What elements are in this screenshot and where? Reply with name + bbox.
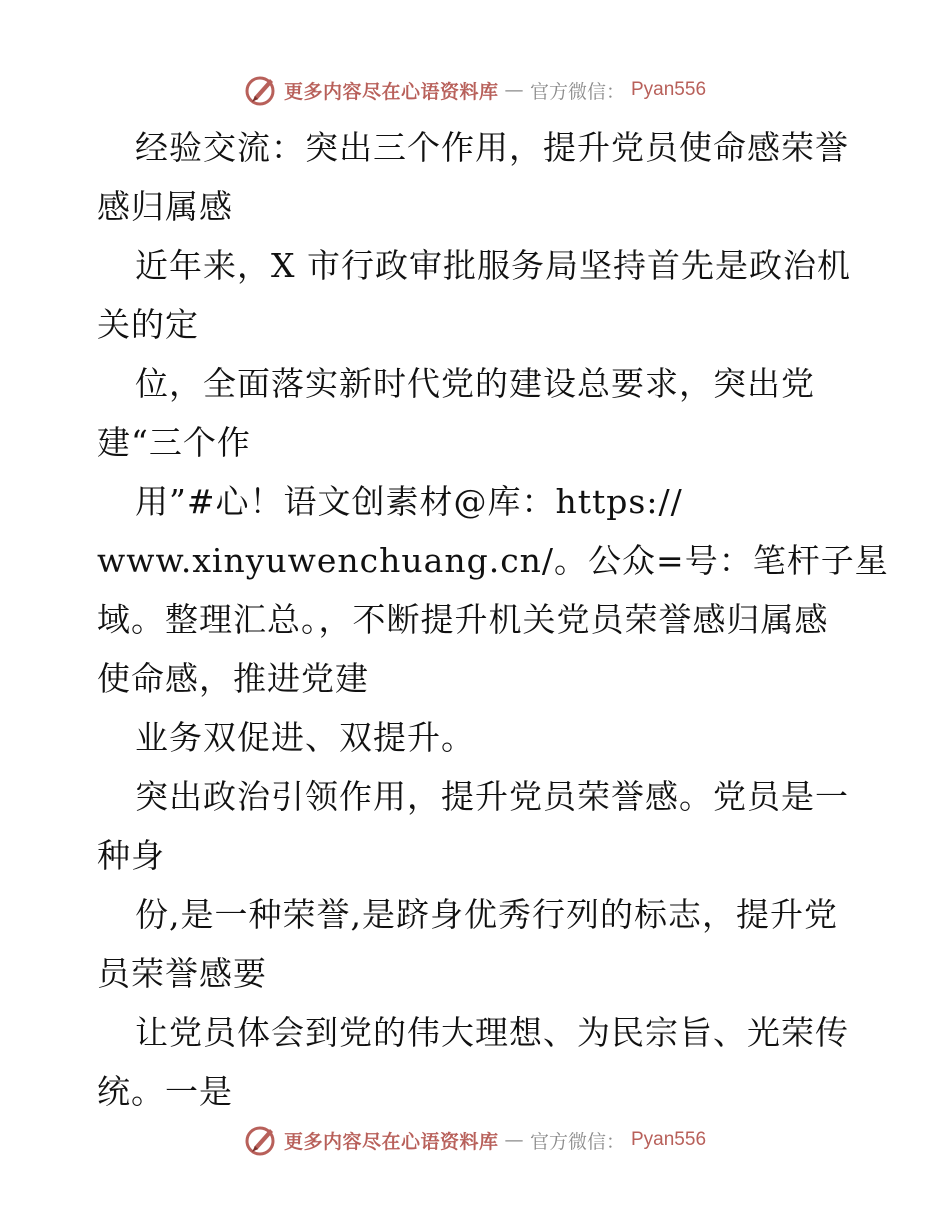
quill-pen-logo-icon — [244, 73, 278, 107]
text-line: 域。整理汇总。，不断提升机关党员荣誉感归属感 — [97, 600, 829, 639]
text-line: 位，全面落实新时代党的建设总要求，突出党 — [135, 364, 815, 403]
text-line: 近年来，X 市行政审批服务局坚持首先是政治机 — [135, 246, 851, 285]
header-watermark — [0, 70, 950, 110]
text-line: www.xinyuwenchuang.cn/。公众=号：笔杆子星 — [97, 541, 889, 580]
footer-watermark — [0, 1120, 950, 1160]
document-body — [97, 118, 889, 1121]
text-line: 用”#心！语文创素材@库：https:// — [135, 482, 683, 521]
text-line: 关的定 — [97, 305, 199, 344]
watermark-separator: — — [504, 1129, 524, 1151]
text-line: 让党员体会到党的伟大理想、为民宗旨、光荣传 — [135, 1013, 849, 1052]
text-line: 建“三个作 — [97, 423, 251, 462]
text-line: 感归属感 — [97, 187, 233, 226]
text-line: 经验交流：突出三个作用，提升党员使命感荣誉 — [135, 128, 849, 167]
watermark-wechat-label: 官方微信： — [529, 1130, 625, 1153]
watermark-separator: — — [504, 79, 524, 101]
watermark-wechat-id: Pyan556 — [631, 79, 707, 100]
quill-pen-logo-icon — [244, 1123, 278, 1157]
text-line: 种身 — [97, 836, 165, 875]
text-line: 份,是一种荣誉,是跻身优秀行列的标志，提升党 — [135, 895, 838, 934]
text-line: 员荣誉感要 — [97, 954, 267, 993]
watermark-wechat-label: 官方微信： — [529, 80, 625, 103]
watermark-wechat-id: Pyan556 — [631, 1129, 707, 1150]
text-line: 统。一是 — [97, 1072, 233, 1111]
text-line: 业务双促进、双提升。 — [135, 718, 475, 757]
watermark-site-text: 更多内容尽在心语资料库 — [283, 80, 499, 103]
text-line: 使命感，推进党建 — [97, 659, 369, 698]
text-line: 突出政治引领作用，提升党员荣誉感。党员是一 — [135, 777, 849, 816]
watermark-site-text: 更多内容尽在心语资料库 — [283, 1130, 499, 1153]
